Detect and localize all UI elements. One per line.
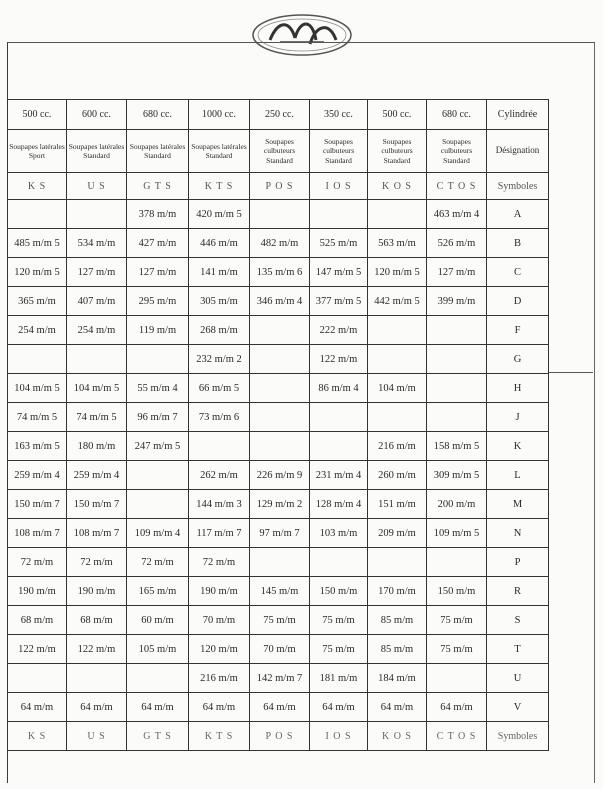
symbol-cell: A	[487, 200, 549, 229]
dimensions-table	[7, 99, 549, 751]
dimension-cell: 442 m/m 5	[368, 287, 427, 316]
dimension-cell	[8, 200, 67, 229]
row-label: Cylindrée	[487, 100, 549, 130]
dimension-cell: 127 m/m	[127, 258, 189, 287]
dimension-cell: 75 m/m	[427, 635, 487, 664]
dimension-row	[8, 490, 549, 519]
dimension-cell: 170 m/m	[368, 577, 427, 606]
dimension-cell: 420 m/m 5	[189, 200, 250, 229]
dimension-cell: 122 m/m	[310, 345, 368, 374]
dimension-cell	[127, 345, 189, 374]
dimension-cell: 259 m/m 4	[8, 461, 67, 490]
dimension-row	[8, 200, 549, 229]
dimension-cell: 209 m/m	[368, 519, 427, 548]
symbol-cell: S	[487, 606, 549, 635]
dimension-cell: 190 m/m	[189, 577, 250, 606]
dimension-cell: 150 m/m 7	[8, 490, 67, 519]
dimension-cell: 216 m/m	[368, 432, 427, 461]
dimension-cell: 563 m/m	[368, 229, 427, 258]
dimension-cell: 68 m/m	[67, 606, 127, 635]
dimension-row	[8, 577, 549, 606]
dimension-cell: 108 m/m 7	[67, 519, 127, 548]
dimension-cell: 75 m/m	[310, 606, 368, 635]
dimension-cell: 74 m/m 5	[67, 403, 127, 432]
dimension-cell: 247 m/m 5	[127, 432, 189, 461]
dimension-cell: 135 m/m 6	[250, 258, 310, 287]
cell: Soupapes latérales Standard	[67, 130, 127, 173]
dimension-cell: 64 m/m	[67, 693, 127, 722]
dimension-cell: 108 m/m 7	[8, 519, 67, 548]
dimension-row	[8, 229, 549, 258]
dimension-cell: 190 m/m	[67, 577, 127, 606]
dimension-cell	[427, 345, 487, 374]
dimension-cell	[368, 316, 427, 345]
dimension-cell: 104 m/m 5	[8, 374, 67, 403]
cell: 250 cc.	[250, 100, 310, 130]
designation-row	[8, 130, 549, 173]
cell: U S	[67, 173, 127, 200]
dimension-cell: 64 m/m	[189, 693, 250, 722]
dimension-cell	[189, 432, 250, 461]
dimension-cell	[427, 548, 487, 577]
displacement-row	[8, 100, 549, 130]
dimension-cell: 485 m/m 5	[8, 229, 67, 258]
symbol-cell: M	[487, 490, 549, 519]
dimension-cell: 150 m/m	[310, 577, 368, 606]
dimension-row	[8, 664, 549, 693]
dimension-cell: 190 m/m	[8, 577, 67, 606]
cell: K S	[8, 722, 67, 751]
dimension-row	[8, 258, 549, 287]
dimension-cell: 120 m/m	[189, 635, 250, 664]
cell: Soupapes culbuteurs Standard	[250, 130, 310, 173]
dimension-cell: 104 m/m 5	[67, 374, 127, 403]
dimension-cell: 200 m/m	[427, 490, 487, 519]
cell: U S	[67, 722, 127, 751]
cell: G T S	[127, 173, 189, 200]
dimension-row	[8, 403, 549, 432]
dimension-cell: 231 m/m 4	[310, 461, 368, 490]
dimension-cell: 60 m/m	[127, 606, 189, 635]
dimension-row	[8, 432, 549, 461]
symbol-cell: D	[487, 287, 549, 316]
dimension-cell	[127, 664, 189, 693]
cell: K T S	[189, 173, 250, 200]
dimension-row	[8, 519, 549, 548]
dimension-cell: 127 m/m	[67, 258, 127, 287]
dimension-cell	[67, 345, 127, 374]
dimension-cell: 104 m/m	[368, 374, 427, 403]
row-label: Symboles	[487, 173, 549, 200]
dimension-cell: 305 m/m	[189, 287, 250, 316]
dimension-cell: 145 m/m	[250, 577, 310, 606]
dimension-cell: 295 m/m	[127, 287, 189, 316]
dimension-cell	[368, 403, 427, 432]
dimension-cell	[8, 345, 67, 374]
dimension-cell: 127 m/m	[427, 258, 487, 287]
dimension-cell: 144 m/m 3	[189, 490, 250, 519]
dimension-cell	[250, 403, 310, 432]
symbol-cell: K	[487, 432, 549, 461]
dimension-cell: 268 m/m	[189, 316, 250, 345]
dimension-cell	[67, 200, 127, 229]
cell: K T S	[189, 722, 250, 751]
dimension-cell: 73 m/m 6	[189, 403, 250, 432]
dimension-cell: 446 m/m	[189, 229, 250, 258]
dimension-cell: 346 m/m 4	[250, 287, 310, 316]
cell: 600 cc.	[67, 100, 127, 130]
dimension-cell: 75 m/m	[250, 606, 310, 635]
dimension-row	[8, 374, 549, 403]
dimension-cell: 119 m/m	[127, 316, 189, 345]
dimension-cell	[368, 345, 427, 374]
dimension-row	[8, 345, 549, 374]
dimension-cell	[250, 200, 310, 229]
dimension-cell	[250, 548, 310, 577]
dimension-cell	[310, 432, 368, 461]
dimension-cell	[310, 200, 368, 229]
dimension-cell: 309 m/m 5	[427, 461, 487, 490]
dimension-cell: 72 m/m	[8, 548, 67, 577]
dimension-cell	[427, 316, 487, 345]
row-label: Désignation	[487, 130, 549, 173]
dimension-cell: 122 m/m	[8, 635, 67, 664]
cell: Soupapes culbuteurs Standard	[310, 130, 368, 173]
symbols-footer-row	[8, 722, 549, 751]
cell: 680 cc.	[127, 100, 189, 130]
dimension-cell	[250, 374, 310, 403]
dimension-cell: 142 m/m 7	[250, 664, 310, 693]
cell: Soupapes culbuteurs Standard	[368, 130, 427, 173]
dimension-row	[8, 606, 549, 635]
dimension-row	[8, 287, 549, 316]
dimension-cell: 70 m/m	[189, 606, 250, 635]
dimension-cell: 254 m/m	[67, 316, 127, 345]
dimension-cell: 141 m/m	[189, 258, 250, 287]
cell: G T S	[127, 722, 189, 751]
cell: P O S	[250, 722, 310, 751]
cell: Soupapes culbuteurs Standard	[427, 130, 487, 173]
dimension-cell: 129 m/m 2	[250, 490, 310, 519]
dimension-cell: 96 m/m 7	[127, 403, 189, 432]
row-label: Symboles	[487, 722, 549, 751]
symbol-cell: B	[487, 229, 549, 258]
dimension-cell: 55 m/m 4	[127, 374, 189, 403]
symbol-cell: G	[487, 345, 549, 374]
cell: C T O S	[427, 173, 487, 200]
dimension-cell	[127, 461, 189, 490]
dimension-cell: 117 m/m 7	[189, 519, 250, 548]
dimension-row	[8, 693, 549, 722]
dimension-cell: 151 m/m	[368, 490, 427, 519]
cell: Soupapes latérales Standard	[127, 130, 189, 173]
dimension-cell: 427 m/m	[127, 229, 189, 258]
dimension-row	[8, 635, 549, 664]
dimension-cell: 262 m/m	[189, 461, 250, 490]
symbol-cell: V	[487, 693, 549, 722]
dimension-cell	[310, 548, 368, 577]
dimension-cell: 260 m/m	[368, 461, 427, 490]
dimension-cell: 534 m/m	[67, 229, 127, 258]
dimension-cell: 216 m/m	[189, 664, 250, 693]
dimension-row	[8, 548, 549, 577]
dimension-cell	[427, 403, 487, 432]
dimension-cell: 85 m/m	[368, 606, 427, 635]
dimension-cell: 74 m/m 5	[8, 403, 67, 432]
cell: I O S	[310, 173, 368, 200]
dimension-cell: 105 m/m	[127, 635, 189, 664]
dimension-cell: 482 m/m	[250, 229, 310, 258]
dimension-cell: 180 m/m	[67, 432, 127, 461]
dimension-cell: 150 m/m 7	[67, 490, 127, 519]
dimension-cell	[250, 316, 310, 345]
dimension-cell: 184 m/m	[368, 664, 427, 693]
dimension-cell	[368, 548, 427, 577]
dimension-cell: 109 m/m 4	[127, 519, 189, 548]
dimension-cell: 75 m/m	[427, 606, 487, 635]
dimension-cell	[368, 200, 427, 229]
symbol-cell: C	[487, 258, 549, 287]
dimension-cell: 378 m/m	[127, 200, 189, 229]
dimension-cell: 158 m/m 5	[427, 432, 487, 461]
cell: P O S	[250, 173, 310, 200]
cell: Soupapes latérales Sport	[8, 130, 67, 173]
symbol-cell: N	[487, 519, 549, 548]
dimension-cell: 66 m/m 5	[189, 374, 250, 403]
dimension-cell: 64 m/m	[8, 693, 67, 722]
dimension-cell: 64 m/m	[127, 693, 189, 722]
dimension-cell: 147 m/m 5	[310, 258, 368, 287]
dimension-cell: 70 m/m	[250, 635, 310, 664]
symbol-cell: U	[487, 664, 549, 693]
dimension-cell: 181 m/m	[310, 664, 368, 693]
dimension-cell	[310, 403, 368, 432]
dimension-cell: 64 m/m	[310, 693, 368, 722]
dimension-cell: 86 m/m 4	[310, 374, 368, 403]
symbol-cell: H	[487, 374, 549, 403]
dimension-cell: 232 m/m 2	[189, 345, 250, 374]
dimension-cell: 120 m/m 5	[8, 258, 67, 287]
cell: C T O S	[427, 722, 487, 751]
symbol-cell: T	[487, 635, 549, 664]
models-row	[8, 173, 549, 200]
cell: K S	[8, 173, 67, 200]
dimension-cell	[427, 374, 487, 403]
margin-rule	[548, 372, 593, 373]
dimension-cell: 407 m/m	[67, 287, 127, 316]
dimension-cell: 64 m/m	[250, 693, 310, 722]
dimension-cell: 463 m/m 4	[427, 200, 487, 229]
dimension-cell: 103 m/m	[310, 519, 368, 548]
dimension-cell: 526 m/m	[427, 229, 487, 258]
dimension-cell: 97 m/m 7	[250, 519, 310, 548]
cell: 500 cc.	[368, 100, 427, 130]
dimension-cell: 259 m/m 4	[67, 461, 127, 490]
dimension-cell: 120 m/m 5	[368, 258, 427, 287]
dimension-cell: 525 m/m	[310, 229, 368, 258]
cell: 1000 cc.	[189, 100, 250, 130]
dimension-cell: 150 m/m	[427, 577, 487, 606]
dimension-cell: 85 m/m	[368, 635, 427, 664]
dimension-cell: 72 m/m	[67, 548, 127, 577]
cell: K O S	[368, 722, 427, 751]
symbol-cell: R	[487, 577, 549, 606]
dimension-cell: 377 m/m 5	[310, 287, 368, 316]
dimension-cell: 109 m/m 5	[427, 519, 487, 548]
dimension-cell	[127, 490, 189, 519]
dimension-cell: 122 m/m	[67, 635, 127, 664]
symbol-cell: J	[487, 403, 549, 432]
dimension-cell	[67, 664, 127, 693]
dimension-cell: 163 m/m 5	[8, 432, 67, 461]
symbol-cell: F	[487, 316, 549, 345]
dimension-cell: 254 m/m	[8, 316, 67, 345]
dimension-row	[8, 316, 549, 345]
dimension-cell: 64 m/m	[427, 693, 487, 722]
dimension-cell	[250, 345, 310, 374]
cell: 680 cc.	[427, 100, 487, 130]
dimension-cell: 128 m/m 4	[310, 490, 368, 519]
dimension-cell: 226 m/m 9	[250, 461, 310, 490]
cell: 500 cc.	[8, 100, 67, 130]
dimension-cell	[427, 664, 487, 693]
cell: Soupapes latérales Standard	[189, 130, 250, 173]
dimension-cell: 165 m/m	[127, 577, 189, 606]
dimension-cell: 72 m/m	[189, 548, 250, 577]
cell: K O S	[368, 173, 427, 200]
cell: 350 cc.	[310, 100, 368, 130]
dimension-row	[8, 461, 549, 490]
symbol-cell: P	[487, 548, 549, 577]
dimension-cell: 64 m/m	[368, 693, 427, 722]
dimension-cell: 399 m/m	[427, 287, 487, 316]
cell: I O S	[310, 722, 368, 751]
dimension-cell: 75 m/m	[310, 635, 368, 664]
dimension-cell: 365 m/m	[8, 287, 67, 316]
dimension-cell: 222 m/m	[310, 316, 368, 345]
symbol-cell: L	[487, 461, 549, 490]
dimension-cell	[8, 664, 67, 693]
dimension-cell	[250, 432, 310, 461]
dimension-cell: 72 m/m	[127, 548, 189, 577]
dimension-cell: 68 m/m	[8, 606, 67, 635]
